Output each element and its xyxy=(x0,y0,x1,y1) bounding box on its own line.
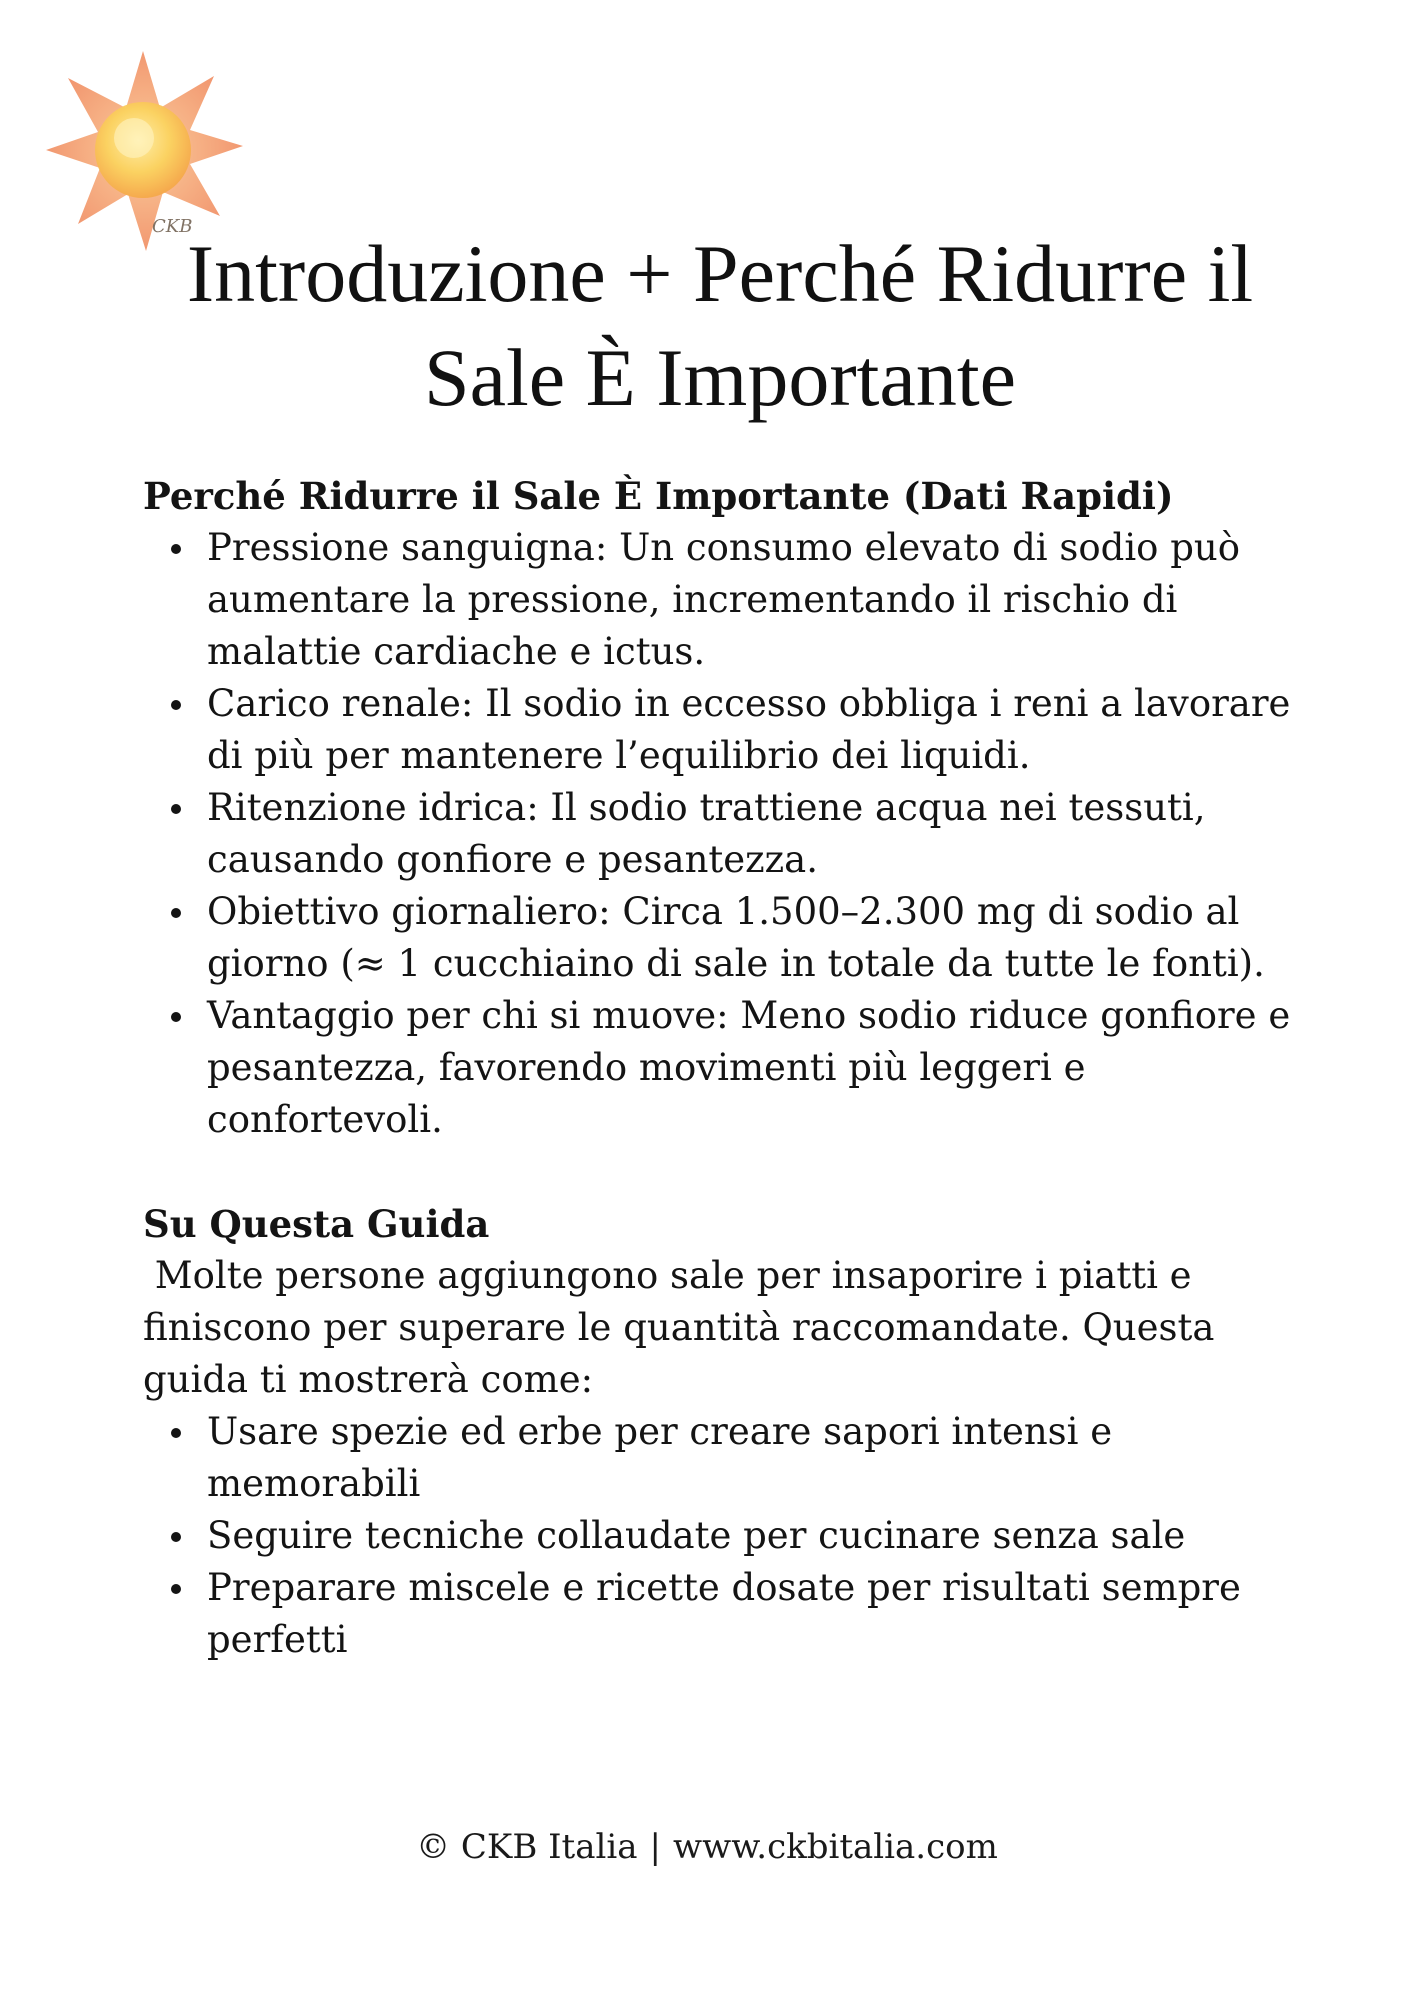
section-spacer xyxy=(143,1146,1323,1198)
list-item: Preparare miscele e ricette dosate per risultati sempre perfetti xyxy=(207,1562,1323,1666)
guide-list xyxy=(143,1406,1323,1666)
list-item: Ritenzione idrica: Il sodio trattiene acqua nei tessuti, causando gonfiore e pesantezza. xyxy=(207,782,1323,886)
list-item: Seguire tecniche collaudate per cucinare senza sale xyxy=(207,1510,1323,1562)
list-item: Usare spezie ed erbe per creare sapori intensi e memorabili xyxy=(207,1406,1323,1510)
footer xyxy=(0,1824,1414,1870)
list-item: Obiettivo giornaliero: Circa 1.500–2.300 mg di sodio al giorno (≈ 1 cucchiaino di sale in totale da tutte le fonti). xyxy=(207,886,1323,990)
guide-heading: Su Questa Guida xyxy=(143,1202,490,1246)
footer-copyright: © CKB Italia xyxy=(416,1827,638,1867)
main-content xyxy=(143,470,1323,1666)
footer-website-link[interactable]: www.ckbitalia.com xyxy=(672,1827,998,1867)
page-title: Introduzione + Perché Ridurre il Sale È Importante xyxy=(186,228,1254,423)
footer-separator: | xyxy=(649,1827,661,1867)
list-item: Vantaggio per chi si muove: Meno sodio riduce gonfiore e pesantezza, favorendo movimenti più leggeri e confortevoli. xyxy=(207,990,1323,1146)
quick-facts-heading: Perché Ridurre il Sale È Importante (Dati Rapidi) xyxy=(143,474,1174,518)
quick-facts-list xyxy=(143,522,1323,1146)
list-item: Carico renale: Il sodio in eccesso obbliga i reni a lavorare di più per mantenere l’equilibrio dei liquidi. xyxy=(207,678,1323,782)
guide-intro: Molte persone aggiungono sale per insaporire i piatti e finiscono per superare le quantità raccomandate. Questa guida ti mostrerà come: xyxy=(143,1254,1227,1401)
list-item: Pressione sanguigna: Un consumo elevato di sodio può aumentare la pressione, incrementando il rischio di malattie cardiache e ictus. xyxy=(207,522,1323,678)
logo-signature: CKB xyxy=(152,216,193,237)
